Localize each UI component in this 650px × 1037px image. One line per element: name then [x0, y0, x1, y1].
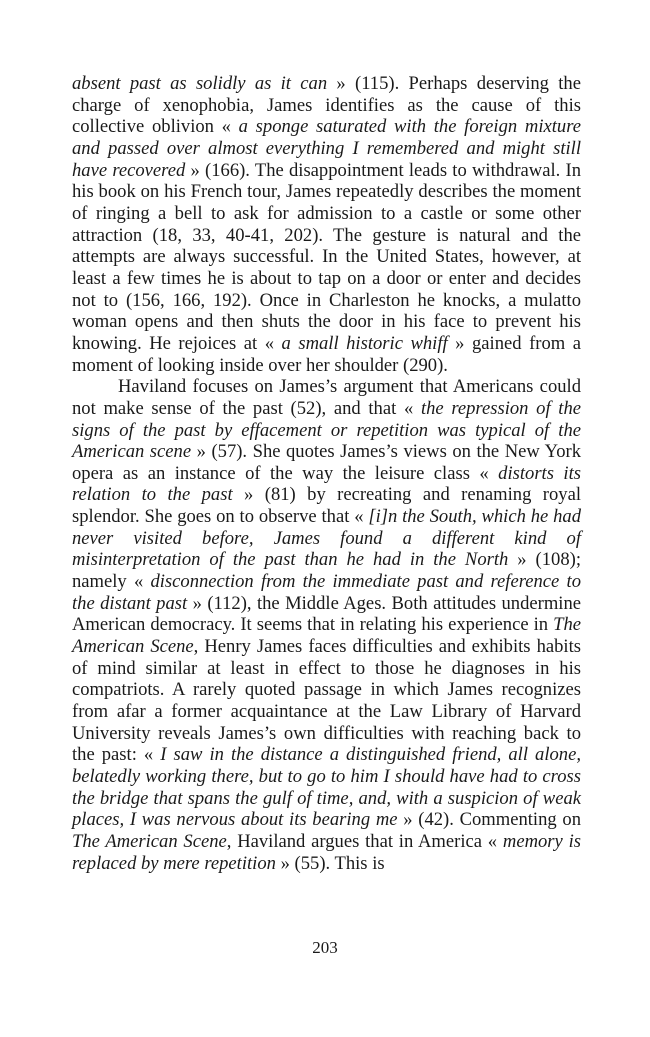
page-number: 203: [312, 938, 338, 957]
text-run: , Henry James faces difficulties and exhibits habits of mind similar at least in effect to those he diagnoses in his compatriots. A rarely quoted passage in which James recognizes from afar a former acquaintance at the Law Library of Harvard University reveals James’s own difficulties with reaching back to the past: «: [72, 636, 581, 766]
text-run-italic: I saw in the distance a distinguished friend, all alone, belatedly working there, but to go to him I should have had to cross the bridge that spans the gulf of time, and, with a suspicion of weak places, I was nervous about its bearing me: [72, 744, 581, 831]
text-run: » (108); namely «: [72, 549, 581, 593]
text-run-italic: The American Scene: [72, 830, 227, 852]
text-run-italic: disconnection from the immediate past and reference to the distant past: [72, 571, 581, 614]
text-run: » (81) by recreating and renaming royal splendor. She goes on to observe that «: [72, 484, 582, 528]
text-run-italic: a small historic whiff: [281, 332, 448, 354]
paragraph: [72, 73, 581, 376]
text-run-italic: The American Scene: [72, 614, 581, 658]
text-run-italic: a sponge saturated with the foreign mixture and passed over almost everything I remembered and might still have recovered: [72, 116, 581, 181]
page-body: [72, 73, 581, 874]
text-run: » gained from a moment of looking inside over her shoulder (290).: [72, 332, 581, 376]
text-run: » (112), the Middle Ages. Both attitudes undermine American democracy. It seems that in relating his experience in: [72, 592, 582, 636]
text-run: » (42). Commenting on: [397, 809, 581, 831]
text-run-italic: memory is replaced by mere repetition: [72, 830, 581, 874]
text-run-italic: distorts its relation to the past: [72, 462, 581, 506]
text-run: » (57). She quotes James’s views on the New York opera as an instance of the way the leisure class «: [72, 441, 581, 484]
text-run-italic: [i]n the South, which he had never visited before, James found a different kind of misinterpretation of the past than he had in the North: [72, 506, 581, 571]
text-run: Haviland focuses on James’s argument that Americans could not make sense of the past (52), and that «: [72, 376, 581, 419]
text-run: » (115). Perhaps deserving the charge of xenophobia, James identifies as the cause of this collective oblivion «: [72, 73, 581, 138]
text-run: , Haviland argues that in America «: [226, 830, 503, 852]
paragraph: [72, 376, 581, 874]
text-run: » (166). The disappointment leads to withdrawal. In his book on his French tour, James repeatedly describes the moment of ringing a bell to ask for admission to a castle or some other attraction (18, 33, 40-41, 202). The gesture is natural and the attempts are always successful. In the United States, however, at least a few times he is about to tap on a door or enter and decides not to (156, 166, 192). Once in Charleston he knocks, a mulatto woman opens and then shuts the door in his face to prevent his knowing. He rejoices at «: [72, 159, 581, 354]
text-run: » (55). This is: [275, 852, 385, 874]
text-run-italic: absent past as solidly as it can: [72, 73, 328, 94]
text-run-italic: the repression of the signs of the past by effacement or repetition was typical of the American scene: [72, 397, 582, 463]
